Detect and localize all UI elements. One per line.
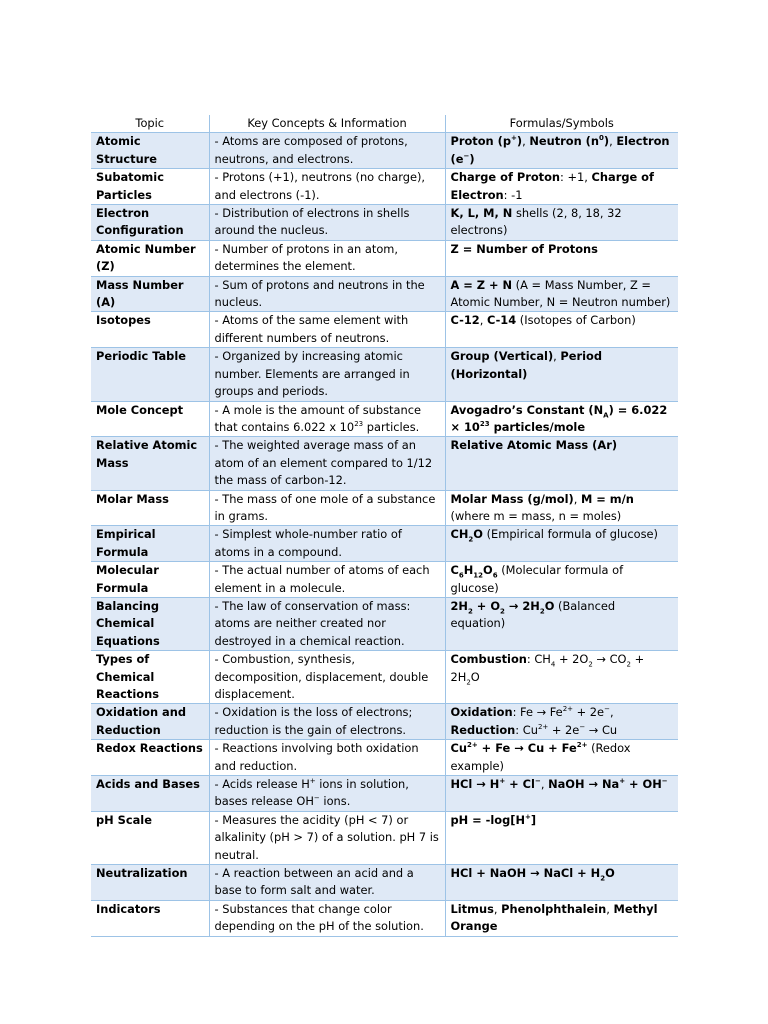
topic-cell: Isotopes [91, 312, 209, 348]
concept-cell: - Combustion, synthesis, decomposition, displacement, double displacement. [209, 651, 445, 704]
topic-cell: Oxidation and Reduction [91, 704, 209, 740]
formula-cell: K, L, M, N shells (2, 8, 18, 32 electrons) [445, 205, 678, 241]
concept-cell: - Sum of protons and neutrons in the nucleus. [209, 276, 445, 312]
formula-cell: Combustion: $CH_4 + 2O_2 \to CO_2 + 2H_2O$ [445, 651, 678, 704]
formula-cell: Proton (p+), Neutron $(n^0)$, Electron (e−) [445, 133, 678, 169]
topic-cell: Subatomic Particles [91, 169, 209, 205]
topic-cell: Relative Atomic Mass [91, 437, 209, 490]
topic-cell: Empirical Formula [91, 526, 209, 562]
topic-cell: Molecular Formula [91, 562, 209, 598]
topic-cell: Types of Chemical Reactions [91, 651, 209, 704]
formula-cell: C-12, C-14 (Isotopes of Carbon) [445, 312, 678, 348]
concept-cell: - The weighted average mass of an atom of an element compared to 1/12 the mass of carbon-12. [209, 437, 445, 490]
topic-cell: Mass Number (A) [91, 276, 209, 312]
table-row [91, 900, 678, 936]
concept-cell: - Atoms of the same element with different numbers of neutrons. [209, 312, 445, 348]
concept-cell: - Oxidation is the loss of electrons; reduction is the gain of electrons. [209, 704, 445, 740]
formula-cell: $C_6H_{12}O_6$ (Molecular formula of glucose) [445, 562, 678, 598]
topic-cell: Atomic Number (Z) [91, 240, 209, 276]
topic-cell: Electron Configuration [91, 205, 209, 241]
topic-cell: pH Scale [91, 811, 209, 864]
concept-cell: - Distribution of electrons in shells around the nucleus. [209, 205, 445, 241]
concept-cell: - Measures the acidity (pH < 7) or alkalinity (pH > 7) of a solution. pH 7 is neutral. [209, 811, 445, 864]
table-row [91, 597, 678, 650]
formula-cell: HCl + NaOH → NaCl + $H_2O$ [445, 865, 678, 901]
formula-cell: Litmus, Phenolphthalein, Methyl Orange [445, 900, 678, 936]
table-row [91, 865, 678, 901]
table-row [91, 776, 678, 812]
concept-cell: - The actual number of atoms of each element in a molecule. [209, 562, 445, 598]
chemistry-summary-table [91, 115, 678, 937]
table-row [91, 276, 678, 312]
concept-cell: - Organized by increasing atomic number. Elements are arranged in groups and periods. [209, 348, 445, 401]
concept-cell: - The mass of one mole of a substance in grams. [209, 490, 445, 526]
header-row [91, 115, 678, 133]
table-row [91, 312, 678, 348]
formula-cell: $CH_2O$ (Empirical formula of glucose) [445, 526, 678, 562]
table-row [91, 526, 678, 562]
topic-cell: Neutralization [91, 865, 209, 901]
table-row [91, 169, 678, 205]
table-row [91, 348, 678, 401]
table-row [91, 133, 678, 169]
concept-cell: - A mole is the amount of substance that contains 6.022 x $10^{23}$ particles. [209, 401, 445, 437]
concept-cell: - Number of protons in an atom, determines the element. [209, 240, 445, 276]
table-body [91, 133, 678, 936]
formula-cell: Avogadro’s Constant $(N_A) = 6.022 \times 10^{23}$ particles/mole [445, 401, 678, 437]
table-row [91, 562, 678, 598]
concept-cell: - A reaction between an acid and a base to form salt and water. [209, 865, 445, 901]
topic-cell: Redox Reactions [91, 740, 209, 776]
table-row [91, 740, 678, 776]
topic-cell: Molar Mass [91, 490, 209, 526]
formula-cell: Z = Number of Protons [445, 240, 678, 276]
table-row [91, 205, 678, 241]
topic-cell: Acids and Bases [91, 776, 209, 812]
table-row [91, 437, 678, 490]
formula-cell: Group (Vertical), Period (Horizontal) [445, 348, 678, 401]
formula-cell: A = Z + N (A = Mass Number, Z = Atomic Number, N = Neutron number) [445, 276, 678, 312]
concept-cell: - Atoms are composed of protons, neutrons, and electrons. [209, 133, 445, 169]
concept-cell: - Substances that change color depending on the pH of the solution. [209, 900, 445, 936]
formula-cell: $Cu^{2+} + Fe \to Cu + Fe^{2+}$ (Redox example) [445, 740, 678, 776]
concept-cell: - Simplest whole-number ratio of atoms in a compound. [209, 526, 445, 562]
table-row [91, 651, 678, 704]
formula-cell: Molar Mass (g/mol), M = m/n (where m = mass, n = moles) [445, 490, 678, 526]
topic-cell: Atomic Structure [91, 133, 209, 169]
topic-cell: Mole Concept [91, 401, 209, 437]
table-row [91, 401, 678, 437]
formula-cell: Charge of Proton: +1, Charge of Electron: -1 [445, 169, 678, 205]
header-key-concepts: Key Concepts & Information [209, 115, 445, 133]
formula-cell: $2H_2 + O_2 \to 2H_2O$ (Balanced equation) [445, 597, 678, 650]
table-row [91, 490, 678, 526]
table-row [91, 704, 678, 740]
concept-cell: - The law of conservation of mass: atoms are neither created nor destroyed in a chemical reaction. [209, 597, 445, 650]
topic-cell: Indicators [91, 900, 209, 936]
topic-cell: Periodic Table [91, 348, 209, 401]
header-formulas: Formulas/Symbols [445, 115, 678, 133]
concept-cell: - Acids release H+ ions in solution, bases release OH− ions. [209, 776, 445, 812]
table-row [91, 811, 678, 864]
header-topic: Topic [91, 115, 209, 133]
formula-cell: HCl → H+ + Cl−, NaOH → Na+ + OH− [445, 776, 678, 812]
table-header [91, 115, 678, 133]
concept-cell: - Reactions involving both oxidation and reduction. [209, 740, 445, 776]
topic-cell: Balancing Chemical Equations [91, 597, 209, 650]
table-row [91, 240, 678, 276]
formula-cell: Relative Atomic Mass (Ar) [445, 437, 678, 490]
formula-cell: Oxidation: $Fe \to Fe^{2+} + 2e^-$, Reduction: $Cu^{2+} + 2e^- \to Cu$ [445, 704, 678, 740]
concept-cell: - Protons (+1), neutrons (no charge), and electrons (-1). [209, 169, 445, 205]
formula-cell: pH = -log[H+] [445, 811, 678, 864]
